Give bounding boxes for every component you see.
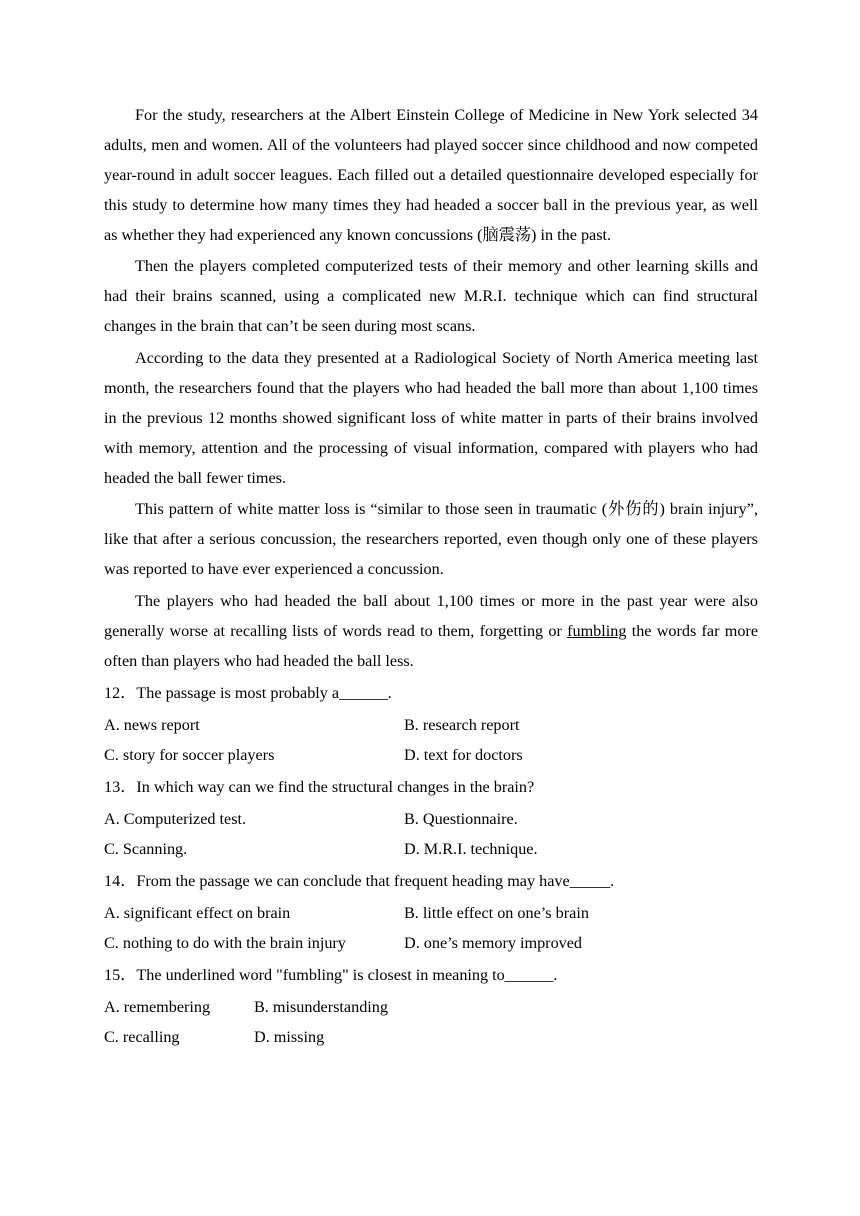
question-14-options (104, 898, 758, 958)
option-d: D. M.R.I. technique. (404, 839, 538, 858)
option-d: D. one’s memory improved (404, 933, 583, 952)
option-c: C. nothing to do with the brain injury (104, 933, 346, 952)
question-14-stem: 14．From the passage we can conclude that frequent heading may have_____. (104, 871, 615, 890)
passage-paragraph-4: This pattern of white matter loss is “similar to those seen in traumatic (外伤的) brain injury”, like that after a serious concussion, the researchers reported, even though only one of these players was reported to have ever experienced a concussion. (104, 500, 758, 579)
option-b: B. Questionnaire. (404, 809, 518, 828)
option-b: B. misunderstanding (254, 997, 388, 1016)
question-13-stem: 13．In which way can we find the structural changes in the brain? (104, 777, 535, 796)
option-a: A. Computerized test. (104, 809, 247, 828)
question-15-options (104, 992, 758, 1052)
passage-paragraph-1: For the study, researchers at the Albert Einstein College of Medicine in New York selected 34 adults, men and women. All of the volunteers had played soccer since childhood and now competed year-round in adult soccer leagues. Each filled out a detailed questionnaire developed especially for this study to determine how many times they had headed a soccer ball in the previous year, as well as whether they had experienced any known concussions (脑震荡) in the past. (104, 106, 758, 244)
question-12-options (104, 710, 758, 770)
option-c: C. Scanning. (104, 839, 188, 858)
option-c: C. story for soccer players (104, 745, 275, 764)
option-a: A. news report (104, 715, 200, 734)
paragraph-5-text-end: the words far more often than players who had headed the ball less. (104, 621, 758, 670)
passage-paragraph-5 (104, 586, 758, 676)
option-a: A. remembering (104, 997, 211, 1016)
passage-paragraph-2: Then the players completed computerized tests of their memory and other learning skills and had their brains scanned, using a complicated new M.R.I. technique which can find structural changes in the brain that can’t be seen during most scans. (104, 257, 758, 336)
option-c: C. recalling (104, 1027, 180, 1046)
option-d: D. text for doctors (404, 745, 523, 764)
option-b: B. little effect on one’s brain (404, 903, 589, 922)
paragraph-5-text-start: The players who had headed the ball about 1,100 times or more in the past year were also generally worse at recalling lists of words read to them, forgetting or (104, 591, 758, 640)
question-13-options (104, 804, 758, 864)
option-d: D. missing (254, 1027, 325, 1046)
option-b: B. research report (404, 715, 520, 734)
option-a: A. significant effect on brain (104, 903, 291, 922)
document-content (104, 100, 758, 1052)
question-12-stem: 12．The passage is most probably a______. (104, 683, 392, 702)
question-15-stem: 15．The underlined word "fumbling" is closest in meaning to______. (104, 965, 558, 984)
underlined-word: fumbling (567, 621, 627, 640)
passage-paragraph-3: According to the data they presented at a Radiological Society of North America meeting last month, the researchers found that the players who had headed the ball more than about 1,100 times in the previous 12 months showed significant loss of white matter in parts of their brains involved with memory, attention and the processing of visual information, compared with players who had headed the ball fewer times. (104, 348, 758, 487)
